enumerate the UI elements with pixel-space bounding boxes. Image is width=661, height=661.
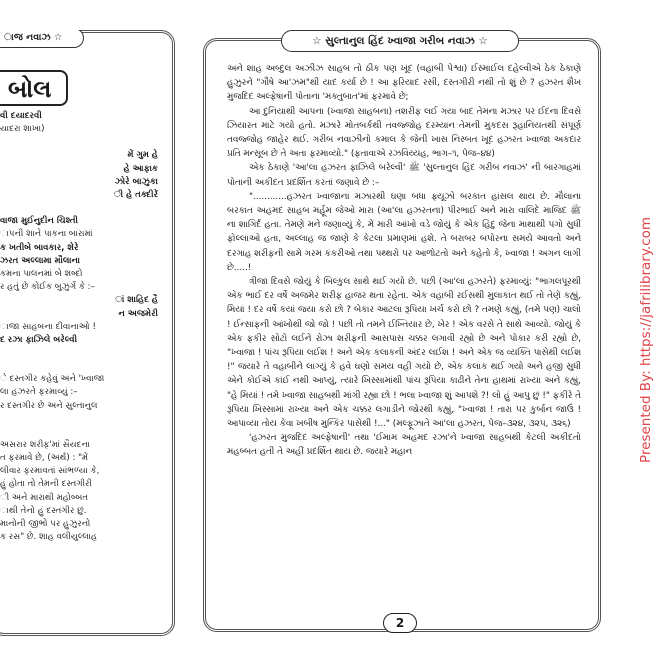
watermark	[626, 60, 661, 620]
body-paragraph: "............હઝરત ખ્વાજાના મઝારથી ઘણા બધા ફ્યૂઝો બરકાત હાંસલ થાય છે. મૌલાના બરકાત અહમદ સાહબ મર્હૂમ જેઓ મારા (આ'લા હઝરતના) પીરભાઈ અને મારા વાલિદે માજિદ ﷺ ના શાગિર્દ હતા. તેમણે મને જણાવ્યું કે, મેં મારી આંખો વડે જોયું કે એક હિંદુ જેના માથાથી પગો સુધી ફોલ્લાઓ હતા, અલ્લાહ જ જાણે કે કેટલા પ્રમાણમાં હશે. તે બરાબર બપોરના સમયે આવતો અને દરગાહ શરીફની સામે ગરમ કંકરીઓ તથા પથ્થરો પર આળોટતો અને કહેતો કે, ખ્વાજા ! અગન લાગી છે.....!	[227, 191, 581, 273]
left-text-line: ી અને મારાથી મહોબ્બત	[0, 492, 89, 503]
left-text-line: ઝરત અલ્લામા મૌલાના	[0, 255, 81, 266]
body-paragraph: એક ઠેકાણે 'આ'લા હઝરત ફાઝિલે બરેલ્વી' ﷺ 'સુલ્તાનુલ હિંદ ગરીબ નવાઝ' ની બારગાહમાં પોતાની અકીદત પ્રદર્શિત કરતાં જણાવે છે :–	[227, 163, 581, 188]
left-page	[0, 30, 178, 640]
right-page	[203, 30, 601, 640]
left-text-line: ી હે તક્દીરેં	[113, 190, 158, 201]
left-text-line	[0, 202, 170, 215]
left-text-line: વી દયાદરવી	[0, 111, 42, 121]
left-text-line: મેં ગુમ હે	[127, 150, 158, 161]
left-text-line: હું હોતા તો તેમની દસ્તગીરી	[0, 479, 92, 490]
left-text-line: ે દસ્તગીર કહેવું અને 'ખ્વાજા	[0, 374, 105, 385]
watermark-text: Presented By: https://jafrilibrary.com	[638, 216, 654, 464]
left-text-line: ાથી તેનો હું દસ્તગીર છું.	[0, 505, 87, 516]
left-text-line: વાજા મુઈનુદીન ચિશ્તી	[0, 216, 78, 227]
left-text-line: ઝોરે બાઝુકા	[114, 176, 158, 187]
left-text-line	[0, 136, 170, 149]
left-text-line: લા હઝરતે ફરમાવ્યું :–	[0, 387, 78, 398]
left-text-line: હે આફાક	[123, 163, 158, 174]
body-paragraph: 'હઝરત મુજદિદ અલ્ફેષાની' તથા 'ઈમામ અહમદ રઝા'ને ખ્વાજા સાહબથી કેટલી અકીદતો મહબ્બત હતી તે અહીં પ્રદર્શિત થાય છે. જયારે મહાન	[227, 433, 581, 458]
page-number: 2	[383, 613, 417, 633]
left-text-line: ત ફરમાવે છે, (અર્થ) : "મેં	[0, 453, 89, 464]
left-page-text	[0, 110, 170, 544]
left-page-header: ાજ નવાઝ ☆	[0, 30, 84, 48]
left-text-line: યાદરા શાખા)	[0, 124, 45, 135]
left-text-line: માનોની જીભો પર હુઝુરનો	[0, 519, 91, 530]
left-page-title: બોલ	[0, 70, 68, 106]
left-text-line: લીવાર ફરમાવતાં સાંભળ્યા કે,	[0, 466, 100, 477]
left-text-line: ાપની શાને પાકના બારામાં	[0, 229, 93, 240]
left-text-line	[0, 347, 170, 360]
left-text-line	[0, 413, 170, 426]
left-text-line	[0, 426, 170, 439]
left-text-line: ક રસ" છે. શાહ વલીયુલ્લાહ	[0, 532, 98, 543]
left-text-line: ાજા સાહબના દીવાનાઓ !	[0, 321, 96, 332]
left-text-line	[0, 360, 170, 373]
left-text-line: ર હતું છે કોઈક બુઝુર્ગે કે :–	[0, 282, 95, 293]
left-text-line: અસરાર શરીફ'માં સૈયદના	[0, 439, 90, 450]
body-paragraph: અને શાહ અબ્દુલ અઝીઝ સાહબ તો ઠીક પણ ખૂદ (વહાબી પેશ્વા) ઈસ્માઈલ દહેલ્વીએ ઠેક ઠેકાણે હુઝુરને "ગૌષે આ'ઝમ"થી યાદ કર્યા છે ! આ ફરિયાદ રસી, દસ્તગીરી નથી તો શું છે ? હઝરત શૈખ મુજદિદ અલ્ફેષાની પોતાના 'મક્તુબાત'માં ફરમાવે છે;	[227, 64, 581, 103]
left-text-line: ાં શાહિદ હૈ	[115, 295, 158, 306]
left-text-line: દ રઝા ફાઝિલે બરેલ્વી	[0, 335, 78, 346]
body-paragraph: ત્રીજા દિવસે જોયું કે બિલ્કુલ સાથે થઈ ગયો છે. પછી (આ'લા હઝરતે) ફરમાવ્યું: "ભાગલપૂરથી એક ભાઈ દર વર્ષે અજમેર શરીફ હાજર થતા રહેતા. એક વહાબી રઈસથી મુલાકાત થઈ તો તેણે કહ્યું, મિયાં ! દર વર્ષે કયાં જયા કરો છો ? બેકાર આટલા રૂપિયા ખર્ચ કરો છો ? તમણે કહ્યું, (તમે પણ) ચાલો ! ઈન્સાફની આંખોથી જો જો ! પછી તો તમને ઈખ્તિયાર છે, ખેર ! એક વરસે તે સાથે આવ્યો. જોયું કે એક ફકીર સોટો લઈને રોઝા શરીફની આસપાસ ચક્કર લગાવી રહ્યો છે અને પોકાર કરી રહ્યો છે, "ખ્વાજા ! પાંચ રૂપિયા લઈશ ! અને એક કલાકની અંદર લઈશ ! અને એક જ વ્યક્તિ પાસેથી લઈશ !" જયારે તે વહાબીને લાગ્યું કે હવે ઘણો સમય વહી ગયો છે, એક કલાક થઈ ગયો અને હજી સુધી એને કોઈએ કાંઈ નથી આપ્યું, ત્યારે ખિસ્સામાંથી પાંચ રૂપિયા કાઢીને તેના હાથમાં રાખ્યા અને કહ્યું, "હે મિયાં ! તમે ખ્વાજા સાહબથી માંગી રહ્યા છો ! ભલા ખ્વાજા શું આપશે ?! લો હું આપુ છું !" ફકીરે તે રૂપિયા ખિસ્સામાં રાખ્યા અને એક ચક્કર લગાડીને જોરથી કહ્યું, "ખ્વાજા ! તારા પર કુર્બાન જાઉં ! આપાવ્યા તોય કેવા ખબીષ મુન્કિર પાસેથી !..." (મલ્ફૂઝાતે આ'લા હઝરત, પેજ–૩૨૪, ૩૨૫, ૩૨૬)	[227, 277, 581, 430]
right-page-header: ☆ સુલ્તાનુલ હિંદ ખ્વાજા ગરીબ નવાઝ ☆	[281, 30, 519, 52]
body-paragraph: આ દુનિયાથી આપના (ખ્વાજા સાહબના) તશરીફ લઈ ગયા બાદ તેમના મઝાર પર ઈદના દિવસે ઝિયારત માટે ગયો હતો. મઝારે મોતબર્કથી તવજ્જોહ દરમ્યાન તેમની મુકદસ રૂહાનિયતથી સંપૂર્ણ તવજ્જોહ જાહેર થઈ. ગરીબ નવાઝીનો કમાલ કે જેની ખાસ નિસ્બત ખૂદ હઝરત ખ્વાજા અકદાર પ્રતિ મન્સૂબ છે તે અતા ફરમાવ્યો." (ફતાવાએ રઝવિય્યહ, ભાગ–૧, પેજ–૪૪)	[227, 106, 581, 160]
left-text-line: ર દસ્તગીર છે અને સુલ્તાનુલ	[0, 400, 98, 411]
right-page-text	[227, 62, 581, 460]
left-text-line: ન અજમેરી	[118, 308, 158, 319]
left-text-line: કમના પાલનમાં બે શબ્દો	[0, 269, 83, 280]
left-text-line: ક ખતીબે બાવકાર, શેરે	[0, 242, 79, 253]
